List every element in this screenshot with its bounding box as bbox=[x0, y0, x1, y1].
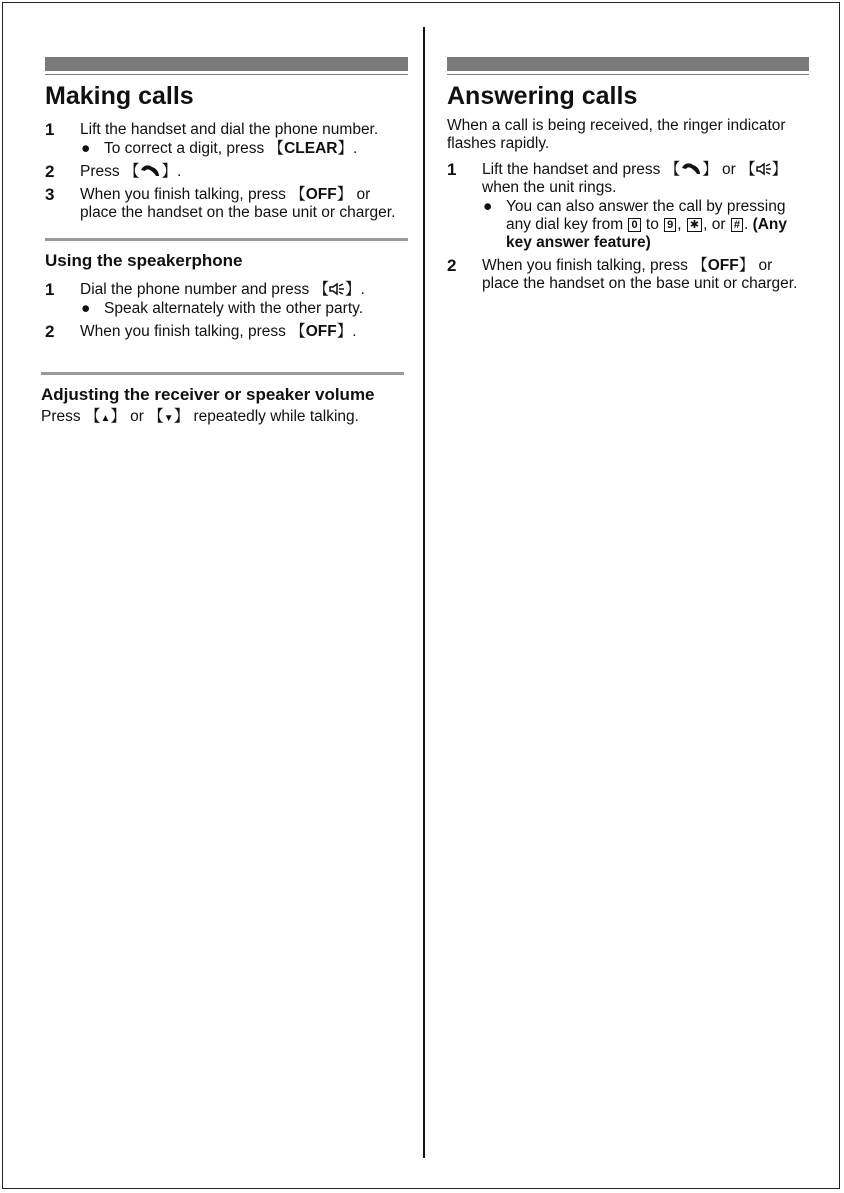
handset-icon bbox=[680, 162, 702, 176]
speakerphone-title: Using the speakerphone bbox=[45, 251, 243, 270]
section-header-bar bbox=[45, 57, 408, 71]
answering-step-1: 1 Lift the handset and press 【 】 or 【 】 when the unit rings. ● You can also answer the call by pressing any dial key from 0 to 9 , ✱ , or # . (Any key answer feature) bbox=[447, 161, 809, 252]
making-calls-step-3 bbox=[45, 186, 408, 222]
bullet-text: To correct a digit, press bbox=[104, 140, 269, 157]
off-key: 【OFF】 bbox=[692, 257, 755, 274]
step-text-end: when the unit rings. bbox=[482, 179, 617, 196]
dial-key-star: ✱ bbox=[687, 218, 702, 232]
answering-calls-title: Answering calls bbox=[447, 82, 638, 110]
step-text: Press bbox=[80, 163, 124, 180]
handset-icon bbox=[139, 164, 161, 178]
making-calls-step-2 bbox=[45, 163, 408, 181]
step-number: 2 bbox=[447, 256, 457, 275]
making-calls-step-1 bbox=[45, 121, 408, 158]
step-number: 1 bbox=[447, 160, 457, 179]
clear-key: 【CLEAR】 bbox=[268, 140, 353, 157]
speaker-key: 【 】 bbox=[740, 161, 788, 178]
bullet-dot-icon: ● bbox=[81, 300, 91, 317]
volume-down-key: 【▼】 bbox=[148, 408, 190, 425]
subsection-rule bbox=[41, 372, 404, 375]
step-text-end: or place the handset on the base unit or charger. bbox=[482, 257, 798, 292]
bullet-text-end: . bbox=[352, 140, 358, 157]
section-header-line bbox=[45, 74, 408, 75]
step-text-end: or place the handset on the base unit or charger. bbox=[80, 186, 396, 221]
volume-title: Adjusting the receiver or speaker volume bbox=[41, 385, 375, 404]
section-header-bar bbox=[447, 57, 809, 71]
section-header-line bbox=[447, 74, 809, 75]
volume-text: Press 【▲】 or 【▼】 repeatedly while talking. bbox=[41, 408, 359, 425]
feature-name: (Any key answer feature) bbox=[506, 216, 788, 251]
left-column bbox=[41, 57, 408, 428]
answering-step-2 bbox=[447, 257, 809, 293]
step-text: Lift the handset and press bbox=[482, 161, 665, 178]
step-number: 2 bbox=[45, 322, 55, 341]
right-column bbox=[447, 57, 809, 298]
off-key: 【OFF】 bbox=[290, 323, 353, 340]
talk-key: 【 】 bbox=[123, 163, 177, 180]
step-text: Dial the phone number and press bbox=[80, 281, 314, 298]
step-bullet bbox=[80, 140, 408, 158]
dial-key-0: 0 bbox=[628, 218, 640, 232]
step-text: When you finish talking, press bbox=[80, 186, 291, 203]
speakerphone-step-2 bbox=[45, 323, 408, 341]
dial-key-hash: # bbox=[731, 218, 743, 232]
volume-up-key: 【▲】 bbox=[84, 408, 126, 425]
step-bullet bbox=[80, 300, 408, 318]
step-text: When you finish talking, press bbox=[80, 323, 291, 340]
step-text-end: . bbox=[176, 163, 182, 180]
step-number: 2 bbox=[45, 162, 55, 181]
step-number: 3 bbox=[45, 185, 55, 204]
step-text: Lift the handset and dial the phone number. bbox=[80, 121, 379, 138]
off-key: 【OFF】 bbox=[290, 186, 353, 203]
step-number: 1 bbox=[45, 120, 55, 139]
speaker-icon bbox=[329, 282, 345, 296]
step-number: 1 bbox=[45, 280, 55, 299]
step-text-end: . bbox=[352, 323, 357, 340]
speaker-icon bbox=[756, 162, 772, 176]
speakerphone-step-1 bbox=[45, 281, 408, 318]
bullet-dot-icon: ● bbox=[81, 140, 91, 157]
dial-key-9: 9 bbox=[664, 218, 676, 232]
step-text-end: . bbox=[360, 281, 365, 298]
bullet-dot-icon: ● bbox=[483, 198, 493, 215]
speaker-key: 【 】 bbox=[313, 281, 361, 298]
answering-intro: When a call is being received, the ringer indicator flashes rapidly. bbox=[447, 117, 786, 152]
step-bullet: ● You can also answer the call by pressing any dial key from 0 to 9 , ✱ , or # . (Any key answer feature) bbox=[483, 198, 788, 251]
making-calls-title: Making calls bbox=[45, 82, 194, 110]
subsection-rule bbox=[45, 238, 408, 241]
column-divider bbox=[423, 27, 425, 1158]
step-text: When you finish talking, press bbox=[482, 257, 693, 274]
talk-key: 【 】 bbox=[664, 161, 718, 178]
bullet-text: Speak alternately with the other party. bbox=[104, 300, 364, 317]
